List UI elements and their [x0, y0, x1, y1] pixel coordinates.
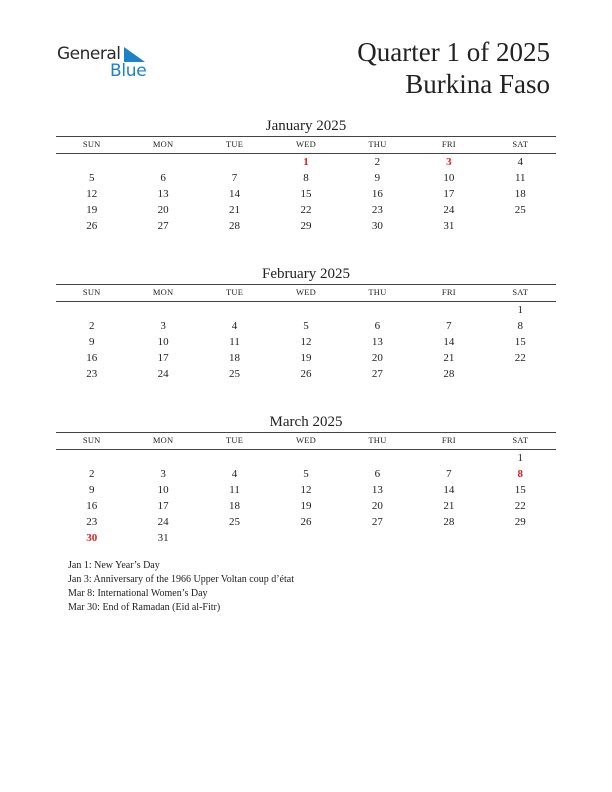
day-cell: 21 [443, 352, 455, 364]
day-cell: 5 [88, 172, 95, 184]
brand-logo [57, 44, 157, 80]
day-cell: 18 [229, 352, 241, 364]
weekday-label: MON [152, 139, 174, 149]
day-cell: 9 [374, 172, 381, 184]
day-cell: 30 [371, 220, 383, 232]
day-cell: 12 [300, 484, 312, 496]
day-cell [342, 530, 413, 546]
day-cell: 28 [443, 368, 455, 380]
week-row [56, 302, 556, 318]
day-cell [485, 530, 556, 546]
day-cell: 9 [88, 336, 95, 348]
day-cell: 26 [300, 368, 312, 380]
day-cell [199, 302, 270, 318]
weekday-label: WED [295, 435, 316, 445]
weekday-label: TUE [225, 287, 244, 297]
week-row [56, 350, 556, 366]
day-cell [485, 218, 556, 234]
day-cell: 14 [229, 188, 241, 200]
month-title: January 2025 [265, 118, 347, 134]
week-row [56, 318, 556, 334]
logo-text-general: General [57, 44, 121, 64]
week-row [56, 170, 556, 186]
week-row [56, 186, 556, 202]
day-cell: 29 [514, 516, 526, 528]
day-cell: 12 [86, 188, 98, 200]
day-cell: 22 [300, 204, 312, 216]
weekday-label: SUN [82, 139, 101, 149]
country-title: Burkina Faso [405, 69, 550, 99]
day-cell: 11 [229, 336, 240, 348]
day-cell [413, 302, 484, 318]
day-cell: 3 [160, 468, 166, 480]
day-cell: 18 [514, 188, 526, 200]
day-cell: 21 [443, 500, 455, 512]
weekday-label: THU [368, 435, 387, 445]
weekday-label: FRI [441, 435, 456, 445]
day-cell: 8 [517, 320, 523, 332]
day-cell: 14 [443, 484, 455, 496]
day-cell: 1 [517, 452, 523, 464]
day-cell: 28 [443, 516, 455, 528]
day-cell: 5 [303, 320, 309, 332]
holiday-note: Jan 3: Anniversary of the 1966 Upper Voltan coup d’état [68, 574, 294, 585]
day-cell [127, 154, 198, 170]
day-cell: 19 [300, 352, 312, 364]
day-cell: 4 [231, 468, 238, 480]
day-cell: 18 [229, 500, 241, 512]
day-cell: 16 [371, 188, 383, 200]
day-cell: 29 [300, 220, 312, 232]
day-cell: 25 [229, 368, 241, 380]
week-row [56, 450, 556, 466]
day-cell: 27 [371, 516, 383, 528]
day-cell: 10 [443, 172, 455, 184]
day-cell: 6 [160, 172, 166, 184]
day-cell: 24 [157, 368, 169, 380]
day-cell [342, 450, 413, 466]
day-cell [56, 302, 127, 318]
weekday-label: SAT [512, 287, 529, 297]
weekday-label: SUN [82, 435, 101, 445]
day-cell [485, 366, 556, 382]
day-cell: 7 [446, 320, 452, 332]
weekday-label: SUN [82, 287, 101, 297]
day-cell: 11 [229, 484, 240, 496]
month-february [56, 264, 556, 382]
day-cell: 15 [514, 484, 526, 496]
day-cell: 6 [374, 320, 381, 332]
day-cell [270, 530, 341, 546]
holiday-day-cell: 3 [446, 156, 452, 168]
day-cell [56, 450, 127, 466]
day-cell: 28 [229, 220, 241, 232]
week-row [56, 498, 556, 514]
week-row [56, 514, 556, 530]
day-cell [199, 154, 270, 170]
day-cell: 2 [88, 468, 95, 480]
weekday-label: THU [368, 287, 387, 297]
weekday-header [56, 433, 556, 449]
weekday-label: MON [152, 435, 174, 445]
weekday-label: SAT [512, 139, 529, 149]
day-cell: 10 [157, 484, 169, 496]
day-cell: 23 [86, 516, 98, 528]
logo-text-blue: Blue [110, 61, 147, 81]
day-cell [342, 302, 413, 318]
day-cell: 19 [300, 500, 312, 512]
day-cell: 23 [371, 204, 383, 216]
day-cell: 4 [231, 320, 238, 332]
day-cell: 27 [157, 220, 169, 232]
day-cell [413, 530, 484, 546]
day-cell: 1 [517, 304, 523, 316]
week-row [56, 334, 556, 350]
day-cell: 21 [229, 204, 241, 216]
day-cell: 2 [88, 320, 95, 332]
day-cell: 22 [514, 352, 526, 364]
holiday-day-cell: 1 [303, 156, 309, 168]
month-january [56, 116, 556, 234]
day-cell: 20 [371, 352, 383, 364]
day-cell: 14 [443, 336, 455, 348]
day-cell: 23 [86, 368, 98, 380]
day-cell [127, 450, 198, 466]
weekday-label: WED [295, 139, 316, 149]
day-cell: 25 [229, 516, 241, 528]
weekday-header [56, 285, 556, 301]
day-cell: 27 [371, 368, 383, 380]
day-cell [56, 154, 127, 170]
holiday-note: Mar 8: International Women’s Day [68, 588, 208, 599]
month-title: February 2025 [262, 266, 350, 282]
day-cell: 17 [157, 352, 169, 364]
holiday-day-cell: 30 [86, 532, 98, 544]
weekday-label: THU [368, 139, 387, 149]
day-cell: 11 [514, 172, 526, 184]
week-row [56, 466, 556, 482]
day-cell [413, 450, 484, 466]
day-cell: 24 [157, 516, 169, 528]
day-cell [270, 302, 341, 318]
weekday-label: FRI [441, 287, 456, 297]
day-cell: 26 [86, 220, 98, 232]
week-row [56, 482, 556, 498]
day-cell: 20 [371, 500, 383, 512]
day-cell: 13 [371, 336, 383, 348]
day-cell: 15 [300, 188, 312, 200]
day-cell: 12 [300, 336, 312, 348]
day-cell: 20 [157, 204, 169, 216]
day-cell [270, 450, 341, 466]
weekday-label: MON [152, 287, 174, 297]
day-cell: 24 [443, 204, 455, 216]
day-cell: 25 [514, 204, 526, 216]
day-cell: 4 [517, 156, 523, 168]
day-cell: 7 [446, 468, 452, 480]
day-cell [199, 530, 270, 546]
weekday-label: FRI [441, 139, 456, 149]
holiday-day-cell: 8 [517, 468, 523, 480]
day-cell: 16 [86, 500, 98, 512]
week-row [56, 218, 556, 234]
week-row [56, 154, 556, 170]
day-cell: 5 [303, 468, 309, 480]
weekday-label: WED [295, 287, 316, 297]
holiday-note: Mar 30: End of Ramadan (Eid al-Fitr) [68, 602, 221, 613]
day-cell: 15 [514, 336, 526, 348]
holiday-notes [68, 559, 294, 615]
day-cell: 17 [157, 500, 169, 512]
day-cell: 26 [300, 516, 312, 528]
day-cell: 10 [157, 336, 169, 348]
weekday-label: TUE [225, 139, 244, 149]
day-cell: 8 [303, 172, 309, 184]
day-cell: 13 [371, 484, 383, 496]
weekday-label: SAT [512, 435, 529, 445]
month-march [56, 412, 556, 546]
day-cell: 31 [443, 220, 455, 232]
day-cell: 7 [231, 172, 238, 184]
day-cell: 16 [86, 352, 98, 364]
week-row [56, 202, 556, 218]
weekday-header [56, 137, 556, 153]
day-cell: 19 [86, 204, 98, 216]
month-title: March 2025 [269, 414, 343, 430]
week-row [56, 530, 556, 546]
quarter-title: Quarter 1 of 2025 [357, 37, 550, 67]
day-cell [199, 450, 270, 466]
day-cell: 3 [160, 320, 166, 332]
day-cell: 13 [157, 188, 169, 200]
day-cell: 17 [443, 188, 455, 200]
day-cell: 2 [374, 156, 381, 168]
week-row [56, 366, 556, 382]
day-cell: 6 [374, 468, 381, 480]
holiday-note: Jan 1: New Year’s Day [68, 560, 160, 571]
page-title [357, 36, 550, 100]
day-cell: 31 [157, 532, 169, 544]
weekday-label: TUE [225, 435, 244, 445]
day-cell [127, 302, 198, 318]
day-cell: 22 [514, 500, 526, 512]
day-cell: 9 [88, 484, 95, 496]
